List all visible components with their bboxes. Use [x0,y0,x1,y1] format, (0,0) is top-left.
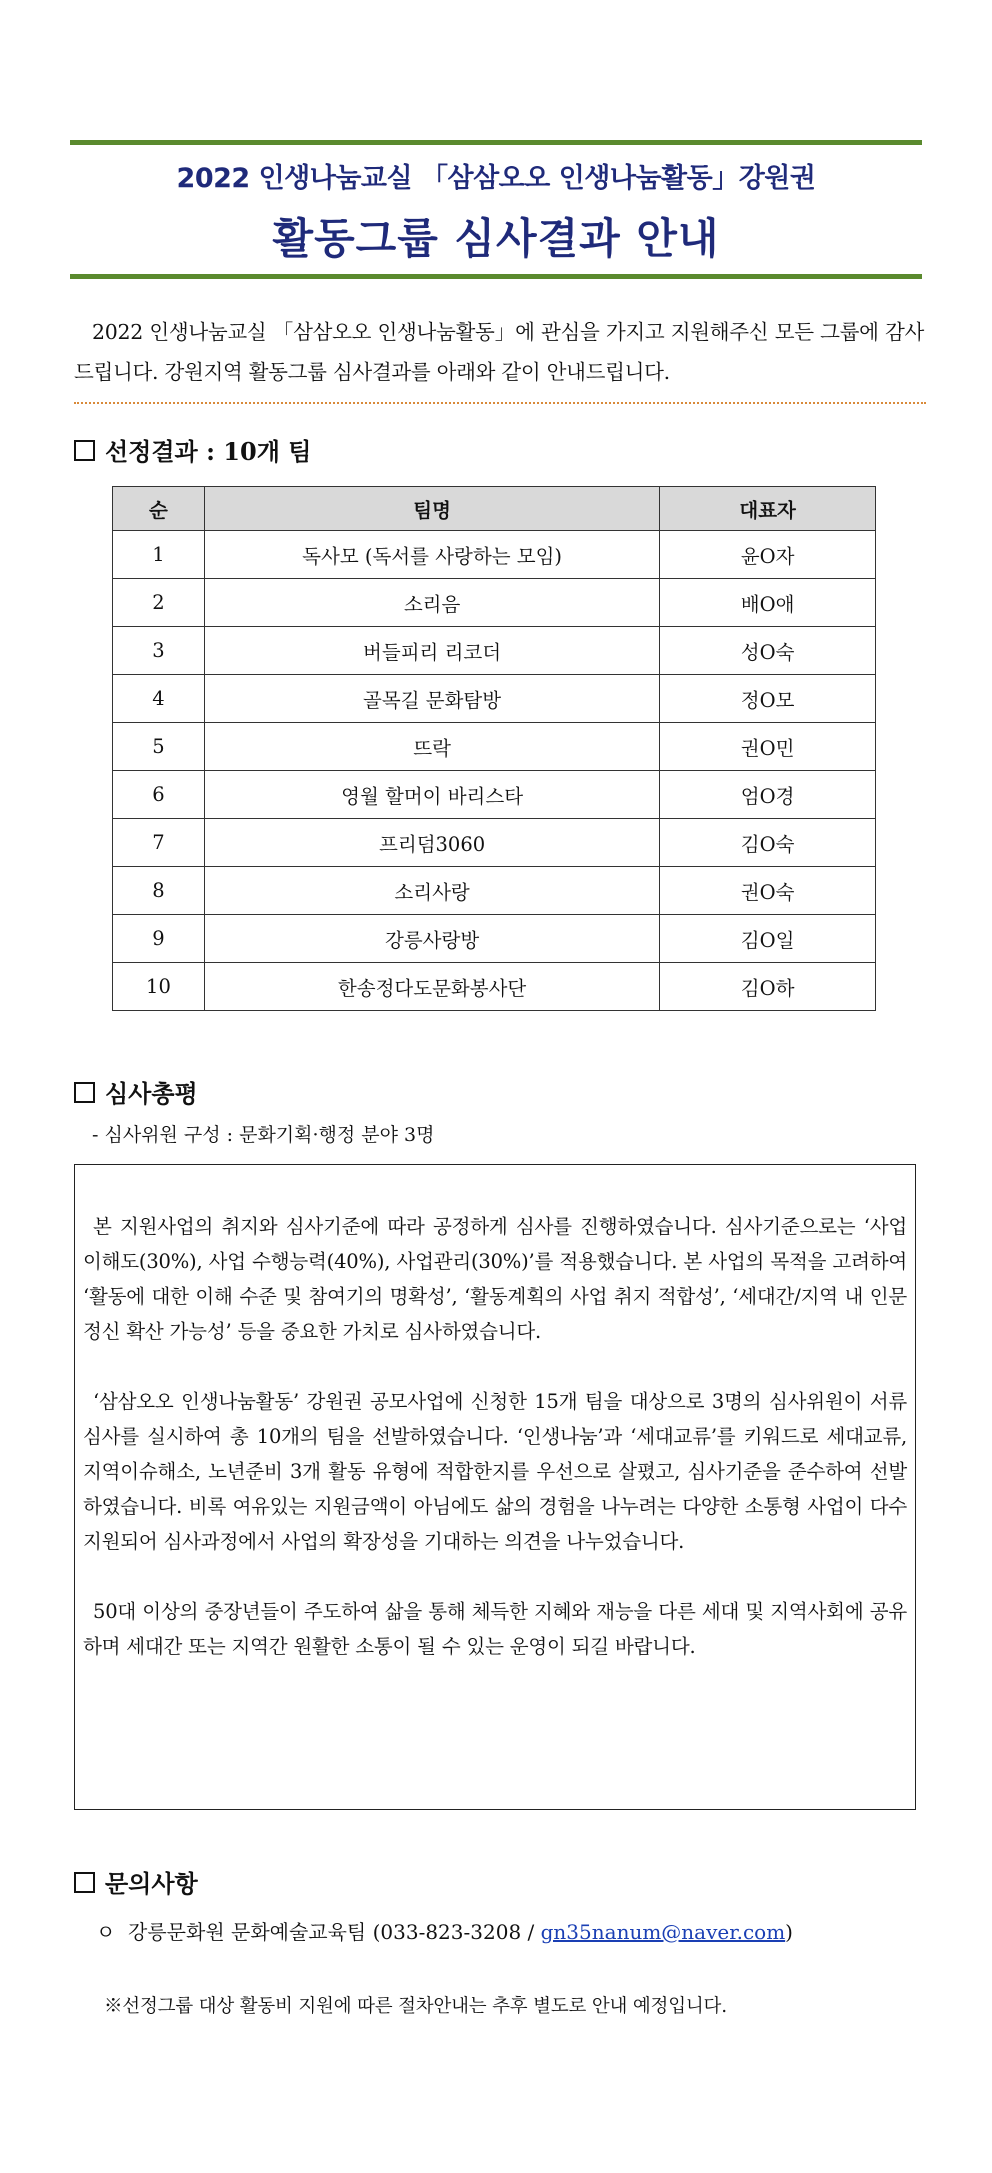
contact-heading [74,1864,198,1899]
cell-leader: 성O숙 [660,627,876,675]
review-paragraph: ‘삼삼오오 인생나눔활동’ 강원권 공모사업에 신청한 15개 팀을 대상으로 3명의 심사위원이 서류심사를 실시하여 총 10개의 팀을 선발하였습니다. ‘인생나눔’과 ‘세대교류’를 키워드로 세대교류, 지역이슈해소, 노년준비 3개 활동 유형에 적합한지를 우선으로 살폈고, 심사기준을 준수하여 선발하였습니다. 비록 여유있는 지원금액이 아님에도 삶의 경험을 나누려는 다양한 소통형 사업이 다수 지원되어 심사과정에서 사업의 확장성을 기대하는 의견을 나누었습니다. [83,1390,907,1553]
intro-paragraph: 2022 인생나눔교실 「삼삼오오 인생나눔활동」에 관심을 가지고 지원해주신 모든 그룹에 감사드립니다. 강원지역 활동그룹 심사결과를 아래와 같이 안내드립니다. [74,320,924,384]
table-row [113,771,876,819]
contact-line [96,1916,793,1945]
cell-leader: 권O숙 [660,867,876,915]
contact-text: 강릉문화원 문화예술교육팀 (033-823-3208 / [128,1920,541,1944]
review-paragraph: 50대 이상의 중장년들이 주도하여 삶을 통해 체득한 지혜와 재능을 다른 세대 및 지역사회에 공유하며 세대간 또는 지역간 원활한 소통이 될 수 있는 운영이 되길 바랍니다. [83,1600,907,1658]
cell-team: 영월 할머이 바리스타 [204,771,659,819]
column-header-leader: 대표자 [660,487,876,531]
cell-team: 프리덤3060 [204,819,659,867]
checkbox-icon [74,1082,95,1103]
review-heading-text: 심사총평 [105,1079,198,1108]
title-line-1: 2022 인생나눔교실 「삼삼오오 인생나눔활동」강원권 [176,163,816,194]
cell-team: 강릉사랑방 [204,915,659,963]
cell-team: 골목길 문화탐방 [204,675,659,723]
cell-leader: 김O숙 [660,819,876,867]
selection-heading [74,432,311,467]
table-row [113,531,876,579]
cell-no: 1 [113,531,205,579]
cell-team: 소리음 [204,579,659,627]
selection-table [112,486,876,1011]
cell-no: 8 [113,867,205,915]
contact-close: ) [785,1920,793,1944]
table-row [113,963,876,1011]
cell-leader: 정O모 [660,675,876,723]
selection-heading-text: 선정결과 : 10개 팀 [105,437,312,466]
committee-composition: - 심사위원 구성 : 문화기획·행정 분야 3명 [92,1124,435,1146]
cell-leader: 김O일 [660,915,876,963]
review-paragraph: 본 지원사업의 취지와 심사기준에 따라 공정하게 심사를 진행하였습니다. 심사기준으로는 ‘사업 이해도(30%), 사업 수행능력(40%), 사업관리(30%)’를 적용했습니다. 본 사업의 목적을 고려하여 ‘활동에 대한 이해 수준 및 참여기의 명확성’, ‘활동계획의 사업 취지 적합성’, ‘세대간/지역 내 인문정신 확산 가능성’ 등을 중요한 가치로 심사하였습니다. [83,1215,907,1343]
cell-no: 2 [113,579,205,627]
cell-no: 4 [113,675,205,723]
checkbox-icon [74,440,95,461]
cell-team: 뜨락 [204,723,659,771]
dotted-divider [74,402,926,404]
cell-leader: 배O애 [660,579,876,627]
review-box [74,1164,916,1810]
contact-heading-text: 문의사항 [105,1869,198,1898]
column-header-team: 팀명 [204,487,659,531]
cell-no: 10 [113,963,205,1011]
cell-no: 9 [113,915,205,963]
table-row [113,627,876,675]
cell-no: 5 [113,723,205,771]
page-title: 활동그룹 심사결과 안내 [272,214,720,263]
bullet-icon: ㅇ [96,1920,116,1944]
table-row [113,819,876,867]
cell-team: 버들피리 리코더 [204,627,659,675]
table-row [113,915,876,963]
table-row [113,867,876,915]
cell-leader: 김O하 [660,963,876,1011]
cell-leader: 윤O자 [660,531,876,579]
top-rule [70,140,922,145]
cell-no: 6 [113,771,205,819]
cell-team: 소리사랑 [204,867,659,915]
cell-no: 7 [113,819,205,867]
table-row [113,579,876,627]
cell-leader: 권O민 [660,723,876,771]
table-header-row [113,487,876,531]
cell-team: 한송정다도문화봉사단 [204,963,659,1011]
bottom-rule [70,274,922,279]
review-heading [74,1074,198,1109]
checkbox-icon [74,1872,95,1893]
cell-team: 독사모 (독서를 사랑하는 모임) [204,531,659,579]
cell-leader: 엄O경 [660,771,876,819]
footnote: ※선정그룹 대상 활동비 지원에 따른 절차안내는 추후 별도로 안내 예정입니다. [104,1996,727,2017]
cell-no: 3 [113,627,205,675]
email-link[interactable]: gn35nanum@naver.com [540,1920,786,1944]
table-row [113,723,876,771]
table-row [113,675,876,723]
column-header-no: 순 [113,487,205,531]
